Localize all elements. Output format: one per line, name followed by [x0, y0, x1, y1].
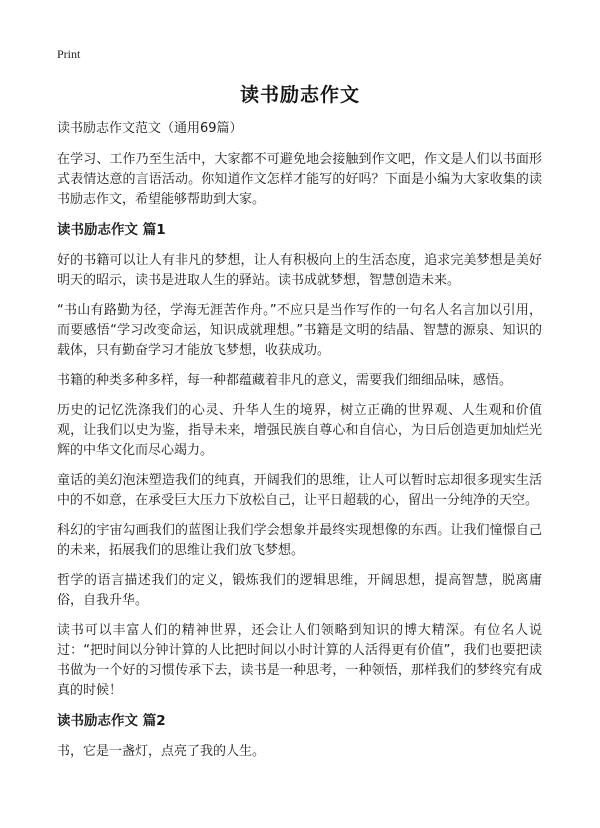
section-2-paragraph-1: 书，它是一盏灯，点亮了我的人生。	[57, 744, 266, 759]
section-heading-1: 读书励志作文 篇1	[57, 222, 166, 238]
section-1-paragraph-6: 科幻的宇宙勾画我们的蓝图让我们学会想象并最终实现想像的东西。让我们憧憬自己的未来，拓展我们的思维让我们放飞梦想。	[57, 523, 542, 558]
section-heading-2: 读书励志作文 篇2	[57, 713, 166, 729]
page-title: 读书励志作文	[239, 84, 360, 106]
section-1-paragraph-2: “书山有路勤为径，学海无涯苦作舟。”不应只是当作写作的一句名人名言加以引用，而要感悟“学习改变命运，知识成就理想。”书籍是文明的结晶、智慧的源泉、知识的载体，只有勤奋学习才能放飞梦想，收获成功。	[57, 303, 542, 358]
section-1-paragraph-5: 童话的美幻泡沫塑造我们的纯真，开阔我们的思维，让人可以暂时忘却很多现实生活中的不如意，在承受巨大压力下放松自己，让平日超载的心，留出一分纯净的天空。	[57, 473, 542, 508]
article-body	[57, 119, 542, 772]
section-1-paragraph-4: 历史的记忆洗涤我们的心灵、升华人生的境界，树立正确的世界观、人生观和价值观，让我们以史为鉴，指导未来，增强民族自尊心和自信心，为日后创造更加灿烂光辉的中华文化而尽心竭力。	[57, 403, 542, 458]
section-1-paragraph-7: 哲学的语言描述我们的定义，锻炼我们的逻辑思维，开阔思想，提高智慧，脱离庸俗，自我升华。	[57, 573, 542, 608]
intro-paragraph: 在学习、工作乃至生活中，大家都不可避免地会接触到作文吧，作文是人们以书面形式表情达意的言语活动。你知道作文怎样才能写的好吗？下面是小编为大家收集的读书励志作文，希望能够帮助到大家。	[57, 152, 542, 207]
section-1-paragraph-3: 书籍的种类多种多样，每一种都蕴藏着非凡的意义，需要我们细细品味，感悟。	[57, 373, 513, 388]
section-1-paragraph-8: 读书可以丰富人们的精神世界，还会让人们领略到知识的博大精深。有位名人说过：“把时间以分钟计算的人比把时间以小时计算的人活得更有价值”，我们也要把读书做为一个好的习惯传承下去，读书是一种思考，一种领悟，那样我们的梦终究有成真的时候！	[57, 623, 542, 698]
article-subtitle: 读书励志作文范文（通用69篇）	[57, 121, 243, 136]
section-1-paragraph-1: 好的书籍可以让人有非凡的梦想，让人有积极向上的生活态度，追求完美梦想是美好明天的昭示，读书是进取人生的驿站。读书成就梦想，智慧创造未来。	[57, 253, 542, 288]
print-link[interactable]: Print	[57, 47, 81, 61]
